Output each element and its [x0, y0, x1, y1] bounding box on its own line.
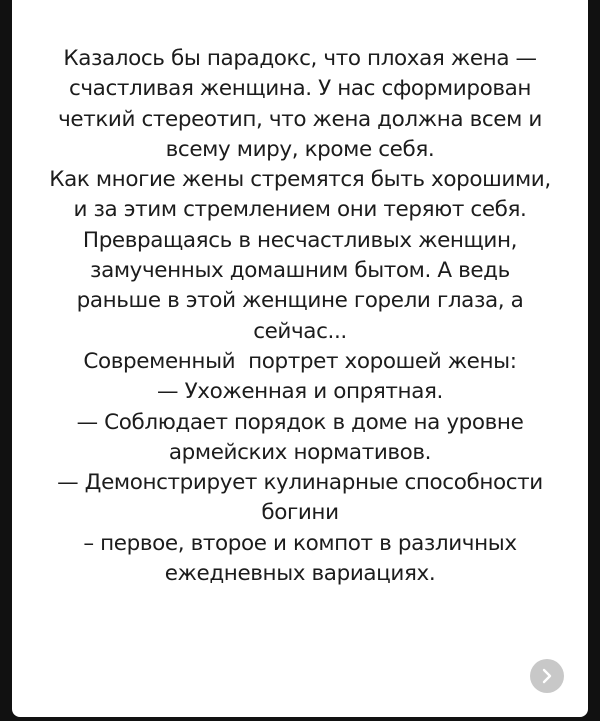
text-line: — Ухоженная и опрятная.: [157, 379, 443, 405]
text-line: — Демонстрирует кулинарные способности: [57, 470, 543, 496]
text-line: четкий стереотип, что жена должна всем и: [58, 106, 542, 132]
post-text: [12, 44, 588, 589]
text-line: всему миру, кроме себя.: [165, 136, 435, 162]
text-line: — Соблюдает порядок в доме на уровне: [76, 409, 524, 435]
text-line: Как многие жены стремятся быть хорошими,: [49, 167, 551, 193]
chevron-right-icon: [540, 668, 554, 684]
next-slide-button[interactable]: [530, 659, 564, 693]
text-line: – первое, второе и компот в различных: [83, 530, 517, 556]
text-line: Казалось бы парадокс, что плохая жена —: [63, 46, 537, 71]
text-line: счастливая женщина. У нас сформирован: [68, 76, 532, 102]
text-line: богини: [261, 500, 339, 526]
text-line: и за этим стремлением они теряют себя.: [73, 197, 527, 223]
text-line: армейских нормативов.: [168, 439, 432, 465]
text-line: Превращаясь в несчастливых женщин,: [82, 227, 518, 253]
text-line: сейчас...: [253, 318, 347, 344]
text-line: Современный портрет хорошей жены:: [83, 348, 517, 374]
post-card: [12, 0, 588, 717]
text-line: раньше в этой женщине горели глаза, а: [76, 288, 524, 314]
text-line: ежедневных вариациях.: [164, 561, 436, 587]
text-line: замученных домашним бытом. А ведь: [90, 258, 510, 284]
